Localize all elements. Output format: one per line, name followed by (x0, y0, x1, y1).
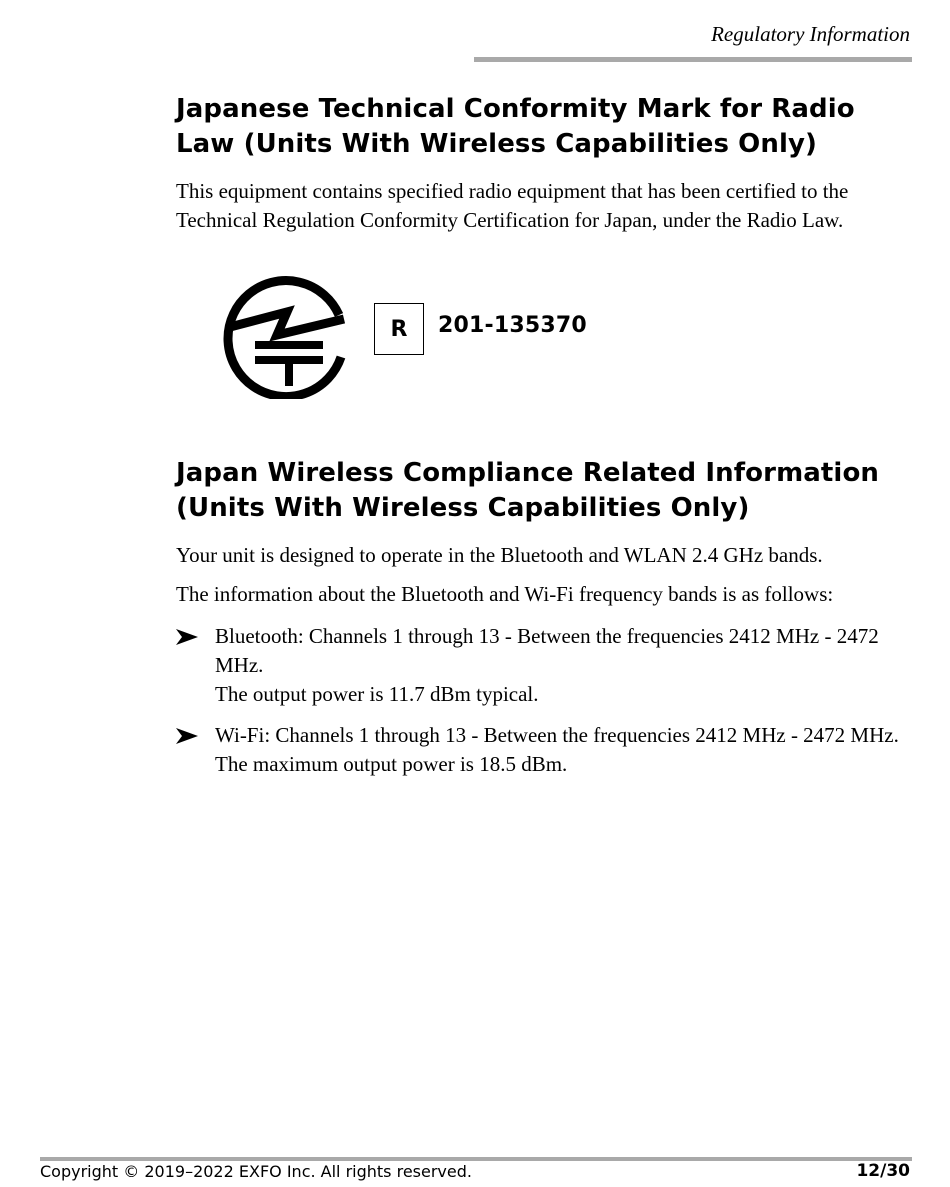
frequency-list (176, 622, 916, 779)
bands-paragraph: Your unit is designed to operate in the Bluetooth and WLAN 2.4 GHz bands. (176, 543, 823, 567)
running-header-title: Regulatory Information (711, 22, 910, 46)
certificate-number: 201-135370 (438, 313, 587, 338)
copyright-text: Copyright © 2019–2022 EXFO Inc. All rights reserved. (40, 1162, 472, 1181)
conformity-mark-block (176, 265, 916, 425)
heading-line-2: Law (Units With Wireless Capabilities Only) (176, 129, 818, 159)
heading-line-1: Japanese Technical Conformity Mark for Radio (176, 94, 855, 124)
giteki-mark-icon (221, 265, 353, 399)
bullet-main-text: Bluetooth: Channels 1 through 13 - Between the frequencies 2412 MHz - 2472 MHz. (215, 624, 879, 677)
list-item (176, 622, 916, 709)
r-label-box: R (374, 303, 424, 355)
heading-line-2: (Units With Wireless Capabilities Only) (176, 493, 750, 523)
bullet-main-text: Wi-Fi: Channels 1 through 13 - Between the frequencies 2412 MHz - 2472 MHz. (215, 723, 899, 747)
header-rule (474, 57, 912, 62)
frequency-intro-paragraph: The information about the Bluetooth and Wi-Fi frequency bands is as follows: (176, 582, 834, 606)
page-content (176, 92, 916, 791)
list-item (176, 721, 916, 779)
bullet-detail-text: The maximum output power is 18.5 dBm. (215, 752, 568, 776)
conformity-paragraph: This equipment contains specified radio equipment that has been certified to the Technical Regulation Conformity Certification for Japan, under the Radio Law. (176, 179, 849, 232)
footer-rule (40, 1157, 912, 1161)
section-heading-wireless-compliance (176, 456, 916, 526)
arrowhead-bullet-icon (176, 728, 198, 744)
section-heading-conformity-mark (176, 92, 916, 162)
arrowhead-bullet-icon (176, 629, 198, 645)
page-number: 12/30 (856, 1161, 910, 1181)
bullet-detail-text: The output power is 11.7 dBm typical. (215, 682, 539, 706)
heading-line-1: Japan Wireless Compliance Related Information (176, 458, 880, 488)
